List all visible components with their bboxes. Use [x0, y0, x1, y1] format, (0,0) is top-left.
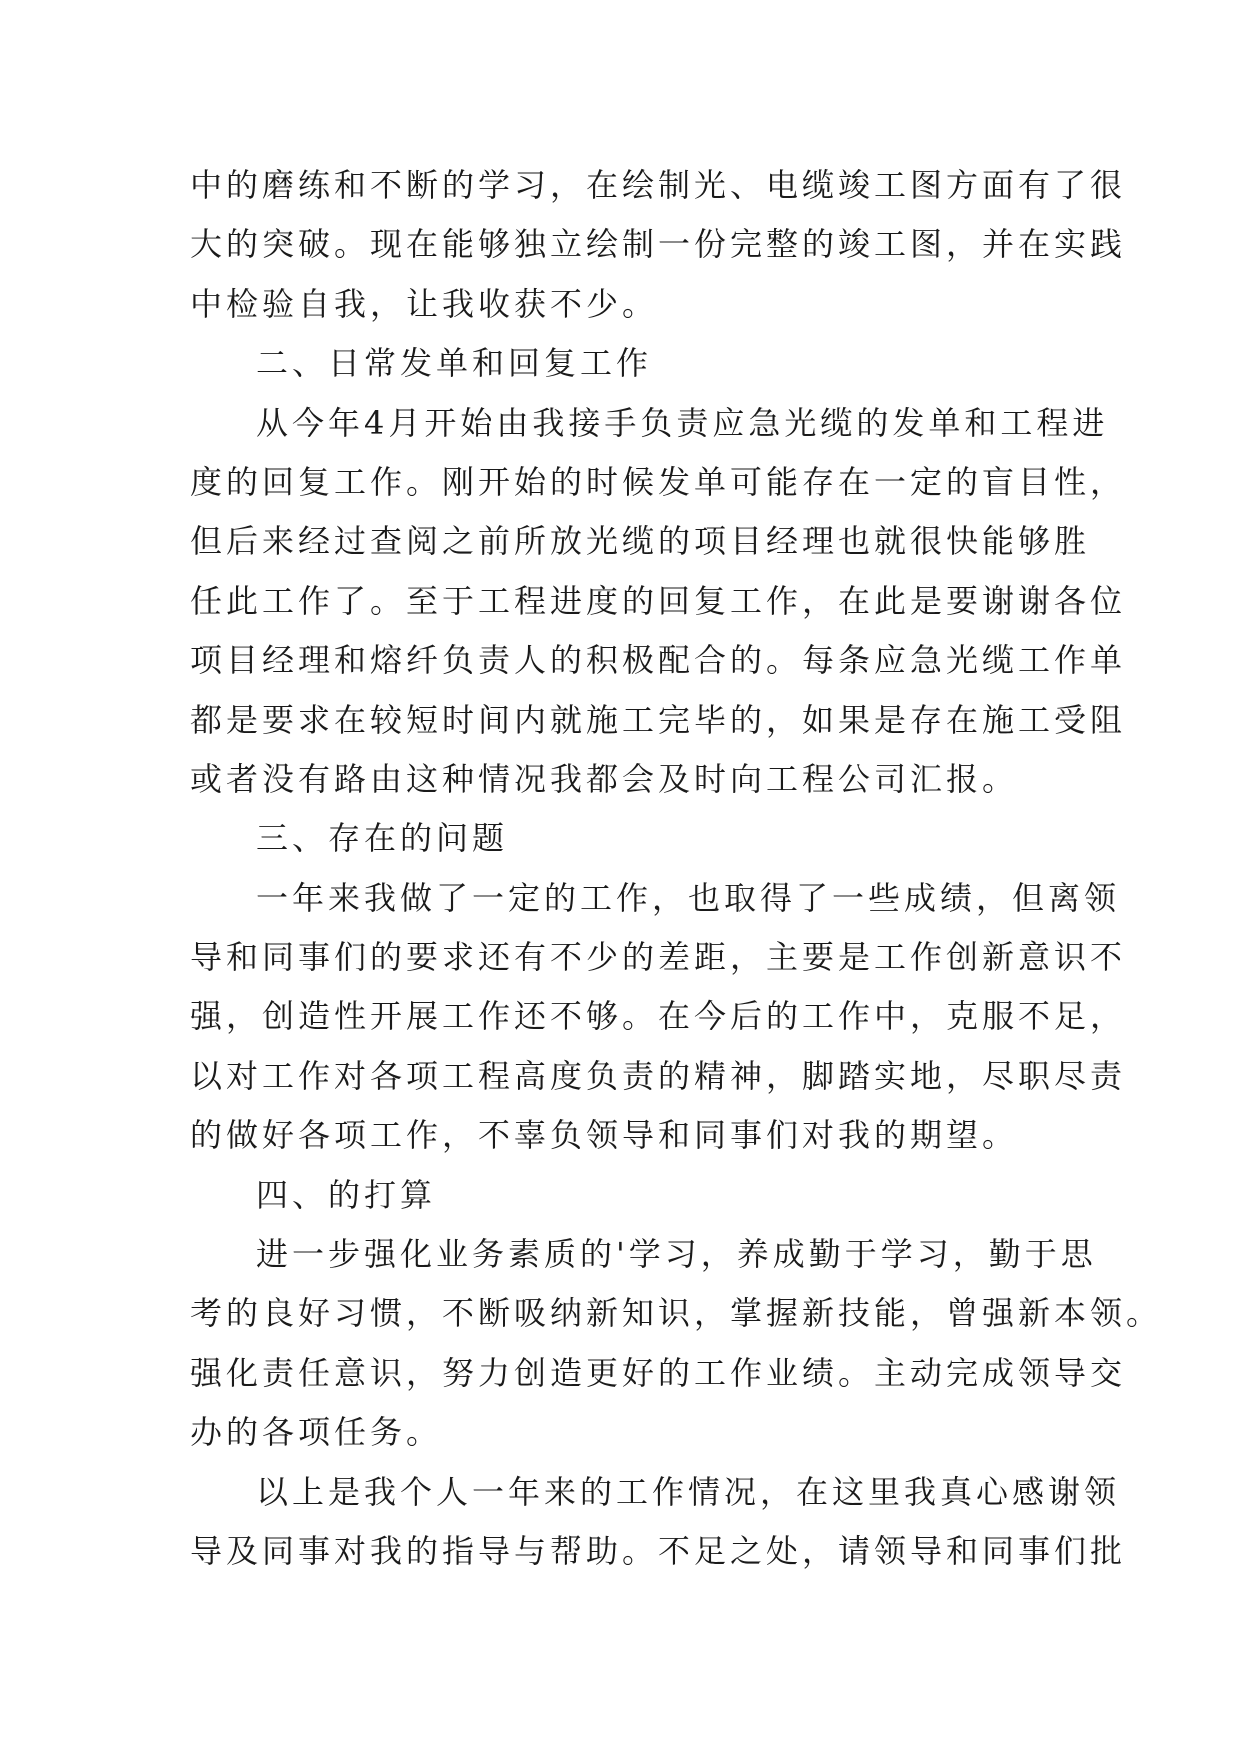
text-line: 的做好各项工作，不辜负领导和同事们对我的期望。 [190, 1116, 1019, 1155]
text-line: 但后来经过查阅之前所放光缆的项目经理也就很快能够胜 [190, 522, 1091, 561]
text-line: 三、存在的问题 [256, 819, 509, 858]
text-line: 中检验自我，让我收获不少。 [190, 284, 659, 323]
text-line: 以上是我个人一年来的工作情况，在这里我真心感谢领 [256, 1472, 1121, 1511]
text-line: 二、日常发单和回复工作 [256, 344, 653, 383]
text-line: 导和同事们的要求还有不少的差距，主要是工作创新意识不 [190, 938, 1127, 977]
text-line: 从今年4月开始由我接手负责应急光缆的发单和工程进 [256, 403, 1109, 442]
text-line: 都是要求在较短时间内就施工完毕的，如果是存在施工受阻 [190, 700, 1127, 739]
text-line: 项目经理和熔纤负责人的积极配合的。每条应急光缆工作单 [190, 641, 1127, 680]
text-line: 强化责任意识，努力创造更好的工作业绩。主动完成领导交 [190, 1353, 1127, 1392]
text-line: 或者没有路由这种情况我都会及时向工程公司汇报。 [190, 759, 1019, 798]
text-line: 中的磨练和不断的学习，在绘制光、电缆竣工图方面有了很 [190, 166, 1127, 204]
text-line: 一年来我做了一定的工作，也取得了一些成绩，但离领 [256, 878, 1121, 917]
text-line: 办的各项任务。 [190, 1413, 443, 1452]
text-line: 以对工作对各项工程高度负责的精神，脚踏实地，尽职尽责 [190, 1056, 1127, 1095]
text-line: 任此工作了。至于工程进度的回复工作，在此是要谢谢各位 [190, 581, 1127, 620]
text-line: 进一步强化业务素质的'学习，养成勤于学习，勤于思 [256, 1235, 1097, 1274]
text-line: 四、的打算 [256, 1175, 437, 1214]
document-body [190, 156, 1163, 1581]
text-line: 导及同事对我的指导与帮助。不足之处，请领导和同事们批 [190, 1531, 1127, 1570]
text-line: 大的突破。现在能够独立绘制一份完整的竣工图，并在实践 [190, 225, 1127, 264]
text-line: 考的良好习惯，不断吸纳新知识，掌握新技能，曾强新本领。 [190, 1294, 1163, 1333]
text-line: 度的回复工作。刚开始的时候发单可能存在一定的盲目性， [190, 462, 1127, 501]
text-line: 强，创造性开展工作还不够。在今后的工作中，克服不足， [190, 997, 1127, 1036]
